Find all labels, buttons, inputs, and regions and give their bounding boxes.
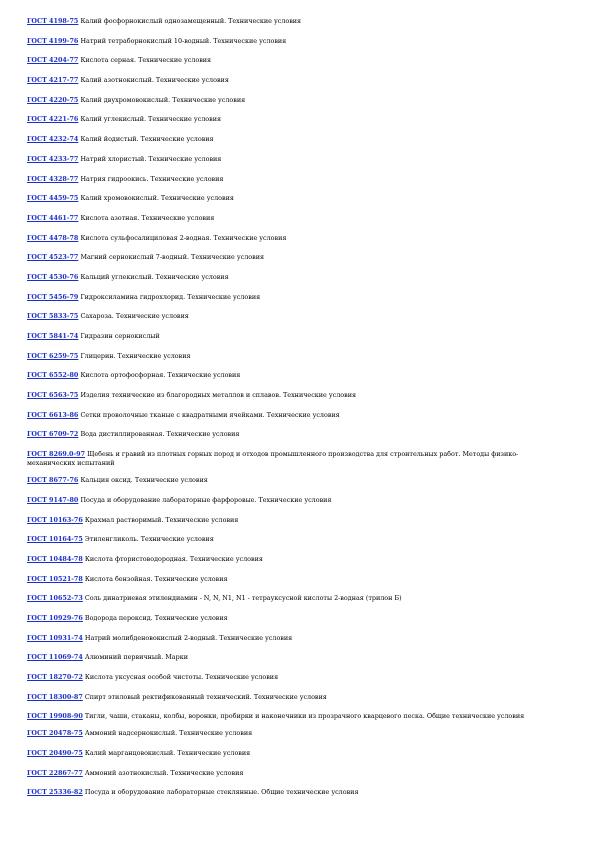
standard-code-link[interactable]: ГОСТ 25336-82 [27,788,83,797]
list-item [27,788,552,797]
standard-code-link[interactable]: ГОСТ 4233-77 [27,154,79,163]
standard-code-link[interactable]: ГОСТ 18270-72 [27,673,83,681]
standard-title: Натрий хлористый. Технические условия [80,154,222,163]
standard-title: Кислота фтористоводородная. Технические условия [84,554,263,563]
list-item [27,575,552,584]
list-item [27,371,552,380]
standard-code-link[interactable]: ГОСТ 4217-77 [27,76,79,85]
list-item [27,535,552,544]
standard-code-link[interactable]: ГОСТ 5833-75 [27,312,79,321]
standard-title: Кальция оксид. Технические условия [80,476,208,485]
standard-title: Кислота уксусная особой чистоты. Технические условия [84,673,279,681]
standard-title: Натрий тетраборнокислый 10-водный. Технические условия [80,36,287,45]
standard-title: Калий фосфорнокислый однозамещенный. Технические условия [80,17,302,25]
list-item [27,194,552,203]
standard-code-link[interactable]: ГОСТ 8269.0-97 [27,450,86,459]
standard-title: Соль динатриевая этилендиамин - N, N, N1, N1 - тетрауксусной кислоты 2-водная (трилон Б) [84,594,402,603]
standard-code-link[interactable]: ГОСТ 9147-80 [27,495,79,504]
standard-title: Алюминий первичный. Марки [84,653,188,662]
standard-code-link[interactable]: ГОСТ 4461-77 [27,213,79,222]
standard-title: Глицерин. Технические условия [80,351,191,360]
standard-title: Магний сернокислый 7-водный. Технические условия [80,253,265,262]
standard-title: Кислота бензойная. Технические условия [84,574,228,583]
standards-list [27,17,552,808]
list-item [27,135,552,144]
standard-title: Посуда и оборудование лабораторные фарфоровые. Технические условия [80,495,332,504]
list-item [27,155,552,164]
standard-title: Калий хромовокислый. Технические условия [80,194,234,203]
list-item [27,175,552,184]
standard-code-link[interactable]: ГОСТ 10929-76 [27,613,83,622]
standard-title: Калий йодистый. Технические условия [80,135,214,144]
standard-code-link[interactable]: ГОСТ 6709-72 [27,430,79,439]
list-item [27,430,552,439]
list-item [27,96,552,105]
standard-title: Этиленгликоль. Технические условия [84,535,214,544]
list-item [27,614,552,623]
list-item [27,17,552,26]
list-item [27,234,552,243]
list-item [27,214,552,223]
standard-code-link[interactable]: ГОСТ 10484-78 [27,554,83,563]
standard-title: Аммоний надсернокислый. Технические условия [84,729,253,738]
standard-code-link[interactable]: ГОСТ 4530-76 [27,272,79,281]
standard-title: Калий марганцовокислый. Технические условия [84,749,251,758]
standard-title: Калий углекислый. Технические условия [80,115,222,124]
list-item [27,115,552,124]
standard-code-link[interactable]: ГОСТ 6552-80 [27,371,79,380]
standard-title: Сахароза. Технические условия [80,312,189,321]
standard-code-link[interactable]: ГОСТ 4199-76 [27,36,79,45]
list-item [27,693,552,702]
list-item [27,273,552,282]
list-item [27,496,552,505]
standard-code-link[interactable]: ГОСТ 4328-77 [27,174,79,183]
list-item [27,476,552,485]
list-item [27,516,552,525]
standard-code-link[interactable]: ГОСТ 6613-86 [27,410,79,419]
standard-title: Сетки проволочные тканые с квадратными ячейками. Технические условия [80,410,340,419]
list-item [27,76,552,85]
standard-title: Спирт этиловый ректификованный технический. Технические условия [84,692,327,701]
standard-code-link[interactable]: ГОСТ 10163-76 [27,515,83,524]
standard-code-link[interactable]: ГОСТ 20490-75 [27,749,83,758]
standard-code-link[interactable]: ГОСТ 6563-75 [27,391,79,400]
list-item [27,634,552,643]
standard-code-link[interactable]: ГОСТ 4478-78 [27,233,79,242]
standard-code-link[interactable]: ГОСТ 20478-75 [27,729,83,738]
standard-code-link[interactable]: ГОСТ 11069-74 [27,653,83,662]
list-item [27,312,552,321]
list-item [27,391,552,400]
standard-title: Кислота серная. Технические условия [80,56,212,65]
standard-title: Кальций углекислый. Технические условия [80,272,229,281]
standard-code-link[interactable]: ГОСТ 5456-79 [27,292,79,301]
standard-code-link[interactable]: ГОСТ 4204-77 [27,56,79,65]
standard-title: Гидразин сернокислый [80,332,160,340]
standard-title: Кислота сульфосалициловая 2-водная. Технические условия [80,233,287,242]
standard-code-link[interactable]: ГОСТ 10164-75 [27,535,83,544]
standard-title: Щебень и гравий из плотных горных пород и отходов промышленного производства для строительных работ. Методы физико-механических испытаний [27,450,519,468]
standard-code-link[interactable]: ГОСТ 4220-75 [27,95,79,104]
standard-title: Изделия технические из благородных металлов и сплавов. Технические условия [80,391,356,400]
list-item [27,293,552,302]
standard-title: Калий азотнокислый. Технические условия [80,76,229,85]
standard-title: Натрия гидроокись. Технические условия [80,174,224,183]
standard-code-link[interactable]: ГОСТ 4221-76 [27,115,79,124]
standard-title: Гидроксиламина гидрохлорид. Технические условия [80,292,261,301]
standard-code-link[interactable]: ГОСТ 8677-76 [27,476,79,485]
list-item [27,450,552,468]
list-item [27,37,552,46]
standard-code-link[interactable]: ГОСТ 4232-74 [27,135,79,144]
standard-code-link[interactable]: ГОСТ 4459-75 [27,194,79,203]
standard-code-link[interactable]: ГОСТ 4198-75 [27,17,79,25]
standard-code-link[interactable]: ГОСТ 10931-74 [27,633,83,642]
standard-code-link[interactable]: ГОСТ 5841-74 [27,332,79,340]
list-item [27,56,552,65]
standard-title: Кислота ортофосфорная. Технические условия [80,371,241,380]
list-item [27,411,552,420]
list-item [27,769,552,778]
standard-title: Водорода пероксид. Технические условия [84,613,228,622]
list-item [27,594,552,603]
standard-title: Натрий молибденовокислый 2-водный. Технические условия [84,633,293,642]
standard-title: Калий двухромовокислый. Технические условия [80,95,246,104]
list-item [27,673,552,682]
standard-code-link[interactable]: ГОСТ 6259-75 [27,351,79,360]
list-item [27,749,552,758]
list-item [27,253,552,262]
list-item [27,352,552,361]
list-item [27,729,552,738]
standard-title: Крахмал растворимый. Технические условия [84,515,239,524]
standard-title: Вода дистиллированная. Технические условия [80,430,240,439]
standard-code-link[interactable]: ГОСТ 22867-77 [27,768,83,777]
standard-code-link[interactable]: ГОСТ 4523-77 [27,253,79,262]
list-item [27,332,552,341]
standard-code-link[interactable]: ГОСТ 10652-73 [27,594,83,603]
list-item [27,653,552,662]
standard-title: Посуда и оборудование лабораторные стеклянные. Общие технические условия [84,788,359,797]
standard-code-link[interactable]: ГОСТ 18300-87 [27,692,83,701]
standard-title: Кислота азотная. Технические условия [80,213,215,222]
list-item [27,555,552,564]
list-item [27,712,552,721]
standard-title: Аммоний азотнокислый. Технические условия [84,768,244,777]
standard-title: Тигли, чаши, стаканы, колбы, воронки, пробирки и наконечники из прозрачного кварцевого песка. Общие технические условия [84,712,525,721]
standard-code-link[interactable]: ГОСТ 19908-90 [27,712,83,721]
standard-code-link[interactable]: ГОСТ 10521-78 [27,574,83,583]
